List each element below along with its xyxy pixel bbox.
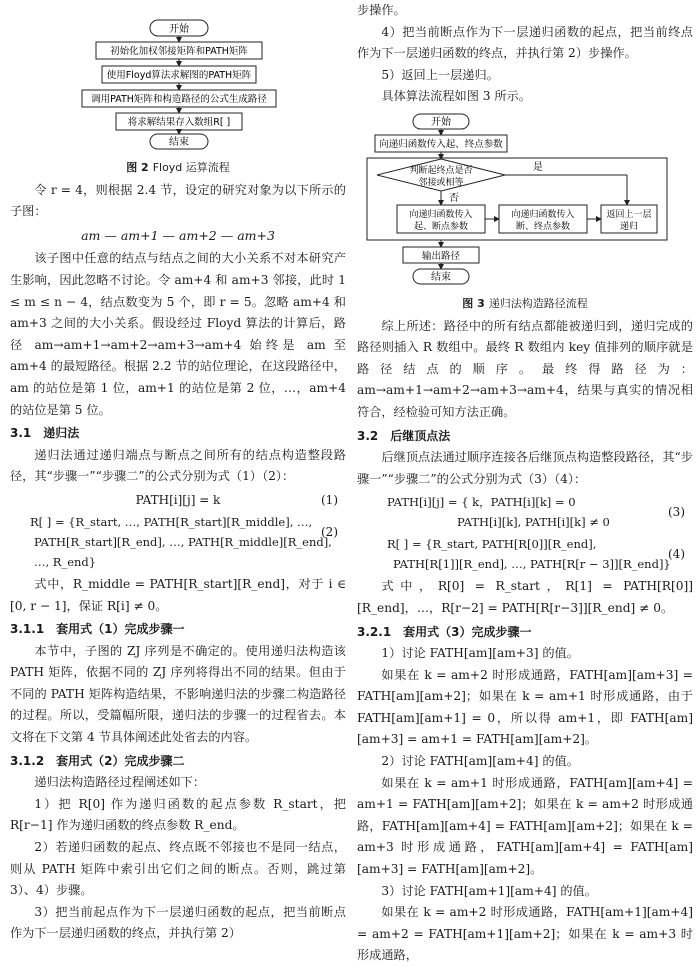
equation-2-line-1: R[ ] = {R_start, …, PATH[R_start][R_middle], …, [30, 514, 313, 529]
flow3-start-label: 开始 [431, 116, 451, 128]
equation-3 [357, 492, 693, 532]
paragraph: 1）讨论 FATH[am][am+3] 的值。 [381, 646, 579, 661]
flow3-no-label: 否 [449, 192, 459, 204]
paragraph: 如果在 k = am+2 时形成通路，FATH[am][am+3] = FATH[am][am+2]；如果在 k = am+1 时形成通路，由于 FATH[am][am+1] = 0，所以得 am+1，即 FATH[am][am+3] = am+1 = FATH[am][am+2]。 [357, 667, 693, 747]
paragraph: 该子图中任意的结点与结点之间的大小关系不对本研究产生影响，因此忽略不讨论。令 am+4 和 am+3 邻接，此时 1 ≤ m ≤ n − 4，结点数变为 5 个，即 r = 5。忽略 am+4 和 am+3 之间的大小关系。假设经过 Floyd 算法的计算后，路径 am→am+1→am+2→am+3→am+4 始终是 am 至 am+4 的最短路径。根据 2.2 节的站位理论，在这段路径中，am 的站位是第 1 位，am+1 的站位是第 2 位，…，am+4 的站位是第 5 位。 [10, 251, 346, 417]
equation-3-line-2: PATH[i][k], PATH[i][k] ≠ 0 [457, 515, 610, 530]
paragraph: 2）讨论 FATH[am][am+4] 的值。 [381, 754, 579, 769]
equation-4-line-1: R[ ] = {R_start, PATH[R[0]][R_end], [387, 537, 597, 552]
figure-2-caption-text: Floyd 运算流程 [152, 160, 230, 174]
flow3-return-label-2: 递归 [619, 221, 639, 232]
paragraph: 后继顶点法通过顺序连接各后继顶点构造整段路径，其“步骤一”“步骤二”的公式分别为式（3）（4）： [357, 450, 693, 486]
paragraph: 如果在 k = am+1 时形成通路，FATH[am][am+4] = am+1 = FATH[am][am+2]；如果在 k = am+2 时形成通路，FATH[am][am+4] = FATH[am][am+2]；如果在 k = am+3 时形成通路，FATH[am][am+4] = FATH[am][am+3] = FATH[am][am+2]。 [357, 775, 693, 877]
flow-store-label: 将求解结果存入数组R[ ] [127, 117, 231, 128]
right-column [357, 0, 693, 967]
figure-2-caption [10, 160, 346, 176]
paragraph: 1）把 R[0] 作为递归函数的起点参数 R_start，把 R[r−1] 作为递归函数的终点参数 R_end。 [10, 796, 346, 833]
section-heading-3-2: 3.2 后继顶点法 [357, 428, 451, 443]
equation-1-body: PATH[i][j] = k [135, 492, 221, 507]
flow-init-label: 初始化加权邻接矩阵和PATH矩阵 [110, 46, 248, 57]
flow3-return-label-1: 返回上一层 [606, 209, 652, 220]
paragraph: 式中，R_middle = PATH[R_start][R_end]，对于 i ∈ [0, r − 1]，保证 R[i] ≠ 0。 [10, 576, 346, 613]
paragraph: 2）若递归函数的起点、终点既不邻接也不是同一结点，则从 PATH 矩阵中索引出它们之间的断点。否则，跳过第 3）、4）步骤。 [10, 840, 346, 898]
section-heading-3-2-1: 3.2.1 套用式（3）完成步骤一 [357, 624, 532, 639]
flow3-break-end-label-1: 向递归函数传入 [511, 209, 575, 220]
paragraph: 递归法构造路径过程阐述如下： [34, 775, 206, 790]
equation-4-number: (4) [668, 547, 685, 562]
flow3-start-break-label-2: 起、断点参数 [413, 221, 469, 232]
subgraph-expression: am — am+1 — am+2 — am+3 [81, 227, 275, 243]
paragraph: 具体算法流程如图 3 所示。 [381, 89, 531, 104]
equation-2-number: (2) [321, 524, 338, 539]
section-heading-3-1-1: 3.1.1 套用式（1）完成步骤一 [10, 622, 185, 637]
figure-2-flowchart [10, 0, 346, 150]
flow3-end-label: 结束 [431, 271, 451, 283]
equation-2-line-2: PATH[R_start][R_end], …, PATH[R_middle][R_end], …, R_end} [34, 534, 332, 569]
section-heading-3-1-2: 3.1.2 套用式（2）完成步骤二 [10, 753, 185, 768]
flow-start-label: 开始 [169, 24, 189, 35]
flow3-decision-label-2: 邻接或相等 [418, 177, 464, 188]
flow3-pass-params-label: 向递归函数传入起、终点参数 [379, 138, 503, 150]
figure-3 [357, 108, 693, 312]
equation-3-line-1: PATH[i][j] = { k，PATH[i][k] = 0 [387, 495, 576, 510]
flow-generate-label: 调用PATH矩阵和构造路径的公式生成路径 [91, 94, 267, 105]
paragraph: 综上所述：路径中的所有结点都能被递归到，递归完成的路径则插入 R 数组中。最终 R 数组内 key 值排列的顺序就是路径结点的顺序。最终得路径为：am→am+1→am+2→am+3→am+4，结果与真实的情况相符合，经检验可知方法正确。 [357, 318, 693, 419]
paragraph: 令 r = 4，则根据 2.4 节，设定的研究对象为以下所示的子图： [10, 182, 346, 219]
figure-3-flowchart [357, 108, 693, 286]
equation-1 [10, 490, 346, 510]
paragraph: 3）把当前起点作为下一层递归函数的起点，把当前断点作为下一层递归函数的终点，并执行第 2） [10, 904, 346, 941]
flow3-start-break-label-1: 向递归函数传入 [409, 209, 473, 220]
flow-end-label: 结束 [169, 137, 189, 148]
figure-3-caption [357, 296, 693, 312]
flow3-break-end-label-2: 断、终点参数 [515, 221, 571, 232]
paragraph: 本节中，子图的 ZJ 序列是不确定的。使用递归法构造该 PATH 矩阵，依据不同的 ZJ 序列将得出不同的结果。但由于不同的 PATH 矩阵构造结果，不影响递归法的步骤二构造路径的过程。所以，受篇幅所限，递归法的步骤一的过程省去。本文将在下文第 4 节具体阐述此处省去的内容。 [10, 643, 346, 745]
paragraph: 式中，R[0] = R_start，R[1] = PATH[R[0]][R_end]，…，R[r−2] = PATH[R[r−3]][R_end] ≠ 0。 [357, 579, 693, 615]
left-column [10, 0, 346, 945]
equation-1-number: (1) [321, 492, 338, 507]
paragraph: 步操作。 [357, 3, 406, 17]
figure-2-caption-number: 图 2 [126, 160, 149, 174]
paragraph: 如果在 k = am+2 时形成通路，FATH[am+1][am+4] = am+2 = FATH[am+1][am+2]；如果在 k = am+3 时形成通路， [357, 905, 693, 963]
equation-3-number: (3) [668, 505, 685, 520]
figure-3-caption-text: 递归法构造路径流程 [488, 296, 588, 310]
figure-3-caption-number: 图 3 [462, 296, 485, 310]
equation-4 [357, 534, 693, 574]
flow3-output-label: 输出路径 [421, 250, 461, 262]
section-heading-3-1: 3.1 递归法 [10, 426, 80, 441]
paragraph: 5）返回上一层递归。 [381, 67, 499, 82]
paragraph: 3）讨论 FATH[am+1][am+4] 的值。 [381, 883, 597, 898]
flow-floyd-label: 使用Floyd算法求解图的PATH矩阵 [106, 70, 252, 81]
figure-2 [10, 0, 346, 176]
equation-4-line-2: PATH[R[1]][R_end], …, PATH[R[r − 3]][R_end]} [393, 557, 671, 572]
flow3-yes-label: 是 [533, 161, 543, 173]
flow3-decision-label-1: 判断起终点是否 [409, 165, 473, 176]
equation-2 [10, 512, 346, 572]
paragraph: 递归法通过递归端点与断点之间所有的结点构造整段路径，其“步骤一”“步骤二”的公式分别为式（1）（2）： [10, 447, 346, 484]
paragraph: 4）把当前断点作为下一层递归函数的起点，把当前终点作为下一层递归函数的终点，并执行第 2）步操作。 [357, 24, 693, 61]
